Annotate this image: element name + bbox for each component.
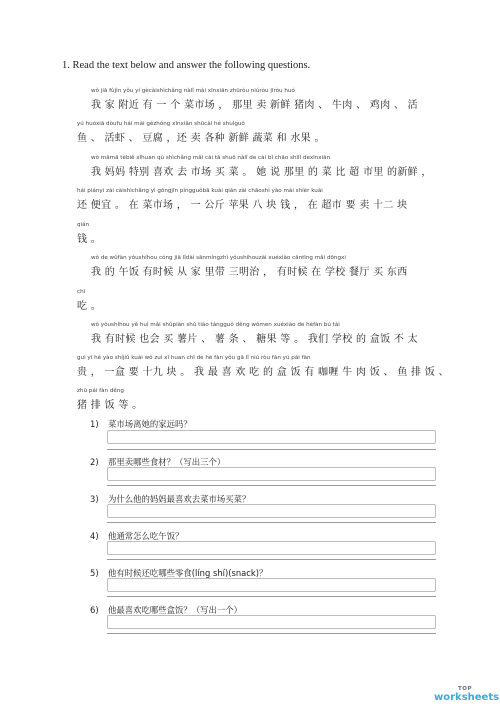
answer-6-input[interactable] <box>107 615 436 629</box>
pinyin: wǒ yǒushíhou yě huì mǎi shǔpiàn shǔ tiáo tángguǒ děng wǒmen xuéxiào de héfàn bú tài <box>91 322 340 328</box>
answer-3-input[interactable] <box>107 504 436 518</box>
answer-2-input[interactable] <box>107 467 436 481</box>
pinyin: wǒ māmā tèbiě xǐhuan qù shìchǎng mǎi cài tā shuō nàlǐ de cài bǐ chāo shìlǐ dexīnxiān <box>91 155 331 161</box>
pinyin: wǒ jiā fùjìn yǒu yí gècàishìchǎng nàlǐ mài xīnxiān zhūròu niúròu jīròu huó <box>91 88 295 94</box>
pinyin: wǒ de wǔfàn yǒushíhou cóng jiā lǐdài sānmíngzhì yǒushíhouzài xuéxiào cāntīng mǎi dōngxi <box>91 255 346 261</box>
answer-4-line <box>107 559 436 560</box>
pinyin: hái piányi zài càishìchǎng yì gōngjīn píngguǒbā kuài qián zài chāoshì yào mài shíèr kuài <box>77 188 323 194</box>
question-1: 1) 菜市场离她的家远吗？ <box>90 419 192 429</box>
pinyin: zhū pái fàn děng <box>77 388 124 394</box>
hanzi: 我 家 附近 有 一 个 菜市场 ， 那里 卖 新鲜 猪肉 、 牛肉 、 鸡肉 、 活 <box>91 100 418 111</box>
question-2: 2) 那里卖哪些食材？（写出三个） <box>90 457 226 467</box>
hanzi: 钱 。 <box>77 234 102 245</box>
answer-3-line <box>107 522 436 523</box>
question-5: 5) 他有时候还吃哪些零食(líng shí)(snack)？ <box>90 568 268 578</box>
answer-1-line <box>107 449 436 450</box>
question-3: 3) 为什么他的妈妈最喜欢去菜市场买菜？ <box>90 494 251 504</box>
pinyin: guì yī hé yào shíjiǔ kuài wǒ zuì xǐ huan chī de hé fàn yǒu gā lǐ niú ròu fàn yú pái fàn <box>77 355 311 361</box>
hanzi: 猪 排 饭 等 。 <box>77 400 143 411</box>
hanzi: 还 便宜 。 在 菜市场 ， 一 公斤 苹果 八 块 钱 ， 在 超市 要 卖 十二 块 <box>77 200 408 211</box>
pinyin: qián <box>77 222 90 228</box>
hanzi: 吃 。 <box>77 301 102 312</box>
pinyin: chī <box>77 289 86 295</box>
answer-6-line <box>107 633 436 634</box>
answer-2-line <box>107 485 436 486</box>
hanzi: 鱼 、 活虾 、 豆腐 ，还 卖 各种 新鲜 蔬菜 和 水果 。 <box>77 133 325 144</box>
topworksheets-logo: TOP worksheets <box>434 686 500 703</box>
pinyin: yú huóxiā dòufu hái mài gèzhǒng xīnxiān shūcài hé shuǐguǒ <box>77 121 245 127</box>
question-6: 6) 他最喜欢吃哪些盒饭？（写出一个） <box>90 605 242 615</box>
question-4: 4) 他通常怎么吃午饭？ <box>90 531 184 541</box>
answer-1-input[interactable] <box>107 430 436 444</box>
answer-5-line <box>107 596 436 597</box>
hanzi: 我 妈妈 特别 喜欢 去 市场 买 菜 。 她 说 那里 的 菜 比 超 市里 的新鲜 ， <box>91 167 432 178</box>
answer-5-input[interactable] <box>107 578 436 592</box>
hanzi: 我 的 午饭 有时候 从 家 里带 三明治 ， 有时候 在 学校 餐厅 买 东西 <box>91 267 408 278</box>
hanzi: 我 有时候 也会 买 薯片 、 薯 条 、 糖果 等 。 我们 学校 的 盒饭 不 太 <box>91 334 418 345</box>
answer-4-input[interactable] <box>107 541 436 555</box>
instruction: 1. Read the text below and answer the following questions. <box>62 60 311 71</box>
hanzi: 贵 ， 一盒 要 十九 块 。 我 最 喜 欢 吃 的 盒 饭 有 咖喱 牛 肉 饭 、 鱼 排 饭 、 <box>77 367 449 378</box>
